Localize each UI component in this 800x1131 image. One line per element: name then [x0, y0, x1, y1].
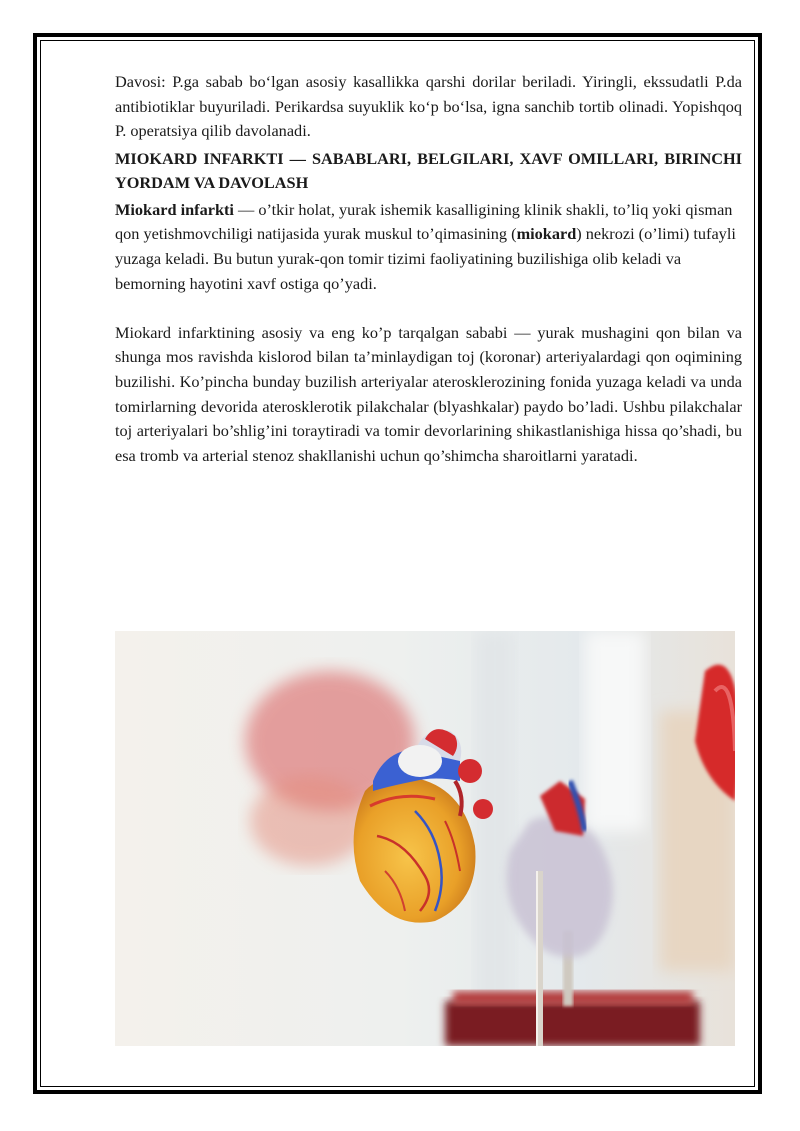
definition-text-a: — o’tkir holat, yurak ishemik kasalligining klinik shakli, to’liq yoki qisman qon yetishmovchiligi natijasida yurak muskul to’qimasining (	[115, 199, 733, 244]
miokard-bold: miokard	[516, 224, 577, 244]
definition-paragraph	[115, 198, 742, 296]
heart-model-photo	[115, 631, 735, 1046]
cause-paragraph: Miokard infarktining asosiy va eng ko’p tarqalgan sababi — yurak mushagini qon bilan va shunga mos ravishda kislorod bilan ta’minlaydigan toj (koronar) arteriyalardagi qon oqimining buzilishi. Ko’pincha bunday buzilish arteriyalar aterosklerozining fonida yuzaga keladi va unda tomirlarning devorida aterosklerotik pilakchalar (blyashkalar) paydo bo’ladi. Ushbu pilakchalar toj arteriyalari bo’shlig’ini toraytiradi va tomir devorlarining shikastlanishiga hissa qo’shadi, bu esa tromb va arterial stenoz shakllanishi uchun qo’shimcha sharoitlarni yaratadi.	[115, 322, 742, 465]
definition-text-b: ) nekrozi (o’limi) tufayli yuzaga keladi. Bu butun yurak-qon tomir tizimi faoliyatining buzilishiga olib keladi va bemorning hayotini xavf ostiga qo’yadi.	[115, 224, 736, 293]
term-bold: Miokard infarkti	[115, 199, 234, 219]
treatment-paragraph: Davosi: P.ga sabab bo‘lgan asosiy kasallikka qarshi dorilar beriladi. Yiringli, ekssudatli P.da antibiotiklar buyuriladi. Perikardsa suyuklik ko‘p bo‘lsa, igna sanchib tortib olinadi. Yopishqoq P. operatsiya qilib davolanadi.	[115, 72, 742, 141]
section-heading: MIOKARD INFARKTI — SABABLARI, BELGILARI, XAVF OMILLARI, BIRINCHI YORDAM VA DAVOLASH	[115, 148, 742, 192]
document-body	[115, 70, 742, 468]
